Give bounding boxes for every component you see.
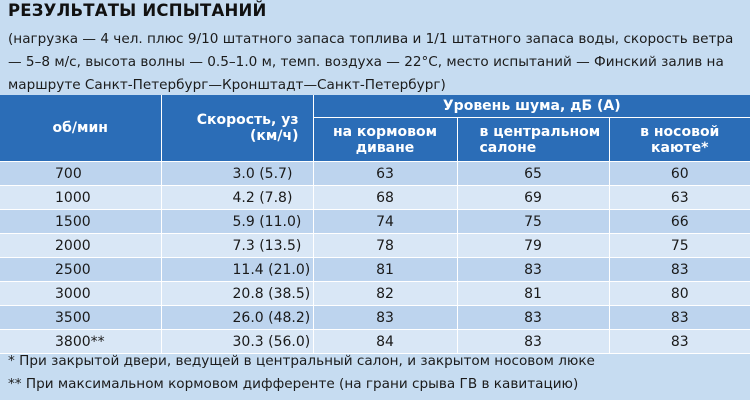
cell-noise-central: 83 [457, 330, 609, 354]
header-speed: Скорость, уз (км/ч) [161, 95, 313, 162]
cell-rpm: 3000 [0, 282, 161, 306]
page-title: РЕЗУЛЬТАТЫ ИСПЫТАНИЙ [8, 1, 267, 20]
header-rpm: об/мин [0, 95, 161, 162]
results-table [0, 95, 750, 354]
cell-noise-bow: 83 [609, 330, 750, 354]
table-row [0, 282, 750, 306]
header-noise-bow: в носовой каюте* [609, 118, 750, 162]
cell-noise-stern: 74 [313, 210, 457, 234]
table-row [0, 234, 750, 258]
cell-noise-central: 75 [457, 210, 609, 234]
cell-noise-central: 81 [457, 282, 609, 306]
cell-rpm: 3800** [0, 330, 161, 354]
cell-speed: 20.8 (38.5) [161, 282, 313, 306]
cell-speed: 7.3 (13.5) [161, 234, 313, 258]
cell-speed: 4.2 (7.8) [161, 186, 313, 210]
cell-noise-stern: 81 [313, 258, 457, 282]
header-noise-group: Уровень шума, дБ (А) [313, 95, 750, 118]
cell-rpm: 2500 [0, 258, 161, 282]
test-conditions: (нагрузка — 4 чел. плюс 9/10 штатного запаса топлива и 1/1 штатного запаса воды, скорость ветра — 5–8 м/с, высота волны — 0.5–1.0 м, темп. воздуха — 22°С, место испытаний — Финский залив на маршруте Санкт-Петербург—Кронштадт—Санкт-Петербург) [8, 31, 734, 93]
cell-rpm: 1000 [0, 186, 161, 210]
cell-noise-bow: 83 [609, 306, 750, 330]
cell-noise-bow: 83 [609, 258, 750, 282]
cell-noise-stern: 78 [313, 234, 457, 258]
cell-rpm: 3500 [0, 306, 161, 330]
header-noise-stern: на кормовом диване [313, 118, 457, 162]
cell-speed: 11.4 (21.0) [161, 258, 313, 282]
table-row [0, 186, 750, 210]
footnote-2: ** При максимальном кормовом дифференте (на грани срыва ГВ в кавитацию) [8, 376, 579, 392]
cell-noise-central: 79 [457, 234, 609, 258]
cell-speed: 5.9 (11.0) [161, 210, 313, 234]
table-row [0, 306, 750, 330]
cell-noise-stern: 68 [313, 186, 457, 210]
cell-noise-central: 65 [457, 162, 609, 186]
cell-speed: 26.0 (48.2) [161, 306, 313, 330]
table-row [0, 162, 750, 186]
results-table-body [0, 162, 750, 354]
results-table-container [0, 95, 750, 354]
cell-noise-central: 69 [457, 186, 609, 210]
cell-noise-bow: 60 [609, 162, 750, 186]
cell-noise-central: 83 [457, 258, 609, 282]
cell-rpm: 1500 [0, 210, 161, 234]
cell-noise-stern: 63 [313, 162, 457, 186]
table-row [0, 210, 750, 234]
cell-speed: 3.0 (5.7) [161, 162, 313, 186]
cell-rpm: 2000 [0, 234, 161, 258]
table-row [0, 258, 750, 282]
cell-rpm: 700 [0, 162, 161, 186]
cell-noise-central: 83 [457, 306, 609, 330]
header-noise-central: в центральном салоне [457, 118, 609, 162]
cell-noise-bow: 63 [609, 186, 750, 210]
cell-noise-bow: 75 [609, 234, 750, 258]
footnotes [8, 350, 748, 396]
cell-noise-stern: 84 [313, 330, 457, 354]
footnote-1: * При закрытой двери, ведущей в центральный салон, и закрытом носовом люке [8, 353, 595, 369]
cell-noise-bow: 80 [609, 282, 750, 306]
cell-speed: 30.3 (56.0) [161, 330, 313, 354]
cell-noise-stern: 83 [313, 306, 457, 330]
cell-noise-stern: 82 [313, 282, 457, 306]
cell-noise-bow: 66 [609, 210, 750, 234]
